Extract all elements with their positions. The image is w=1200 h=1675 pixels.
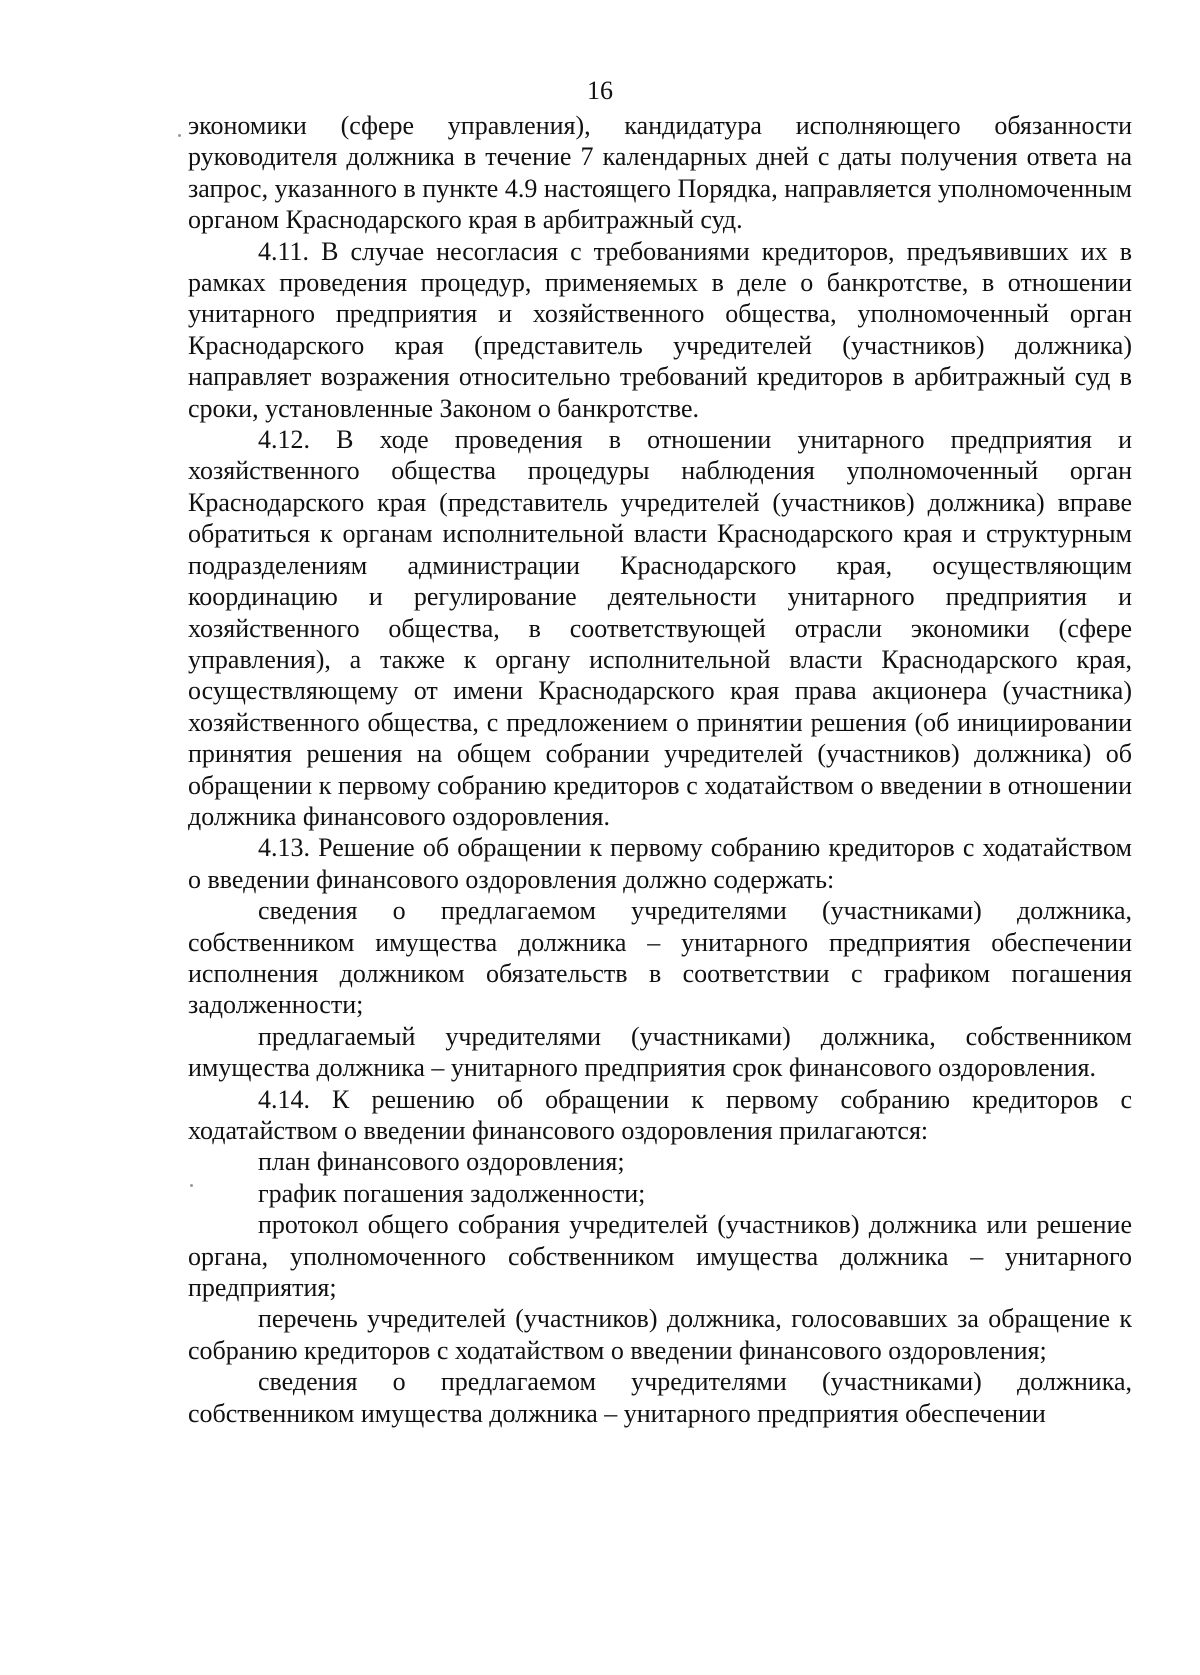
paragraph-4-12: 4.12. В ходе проведения в отношении унитарного предприятия и хозяйственного общества процедуры наблюдения уполномоченный орган Краснодарского края (представитель учредителей (участников) должника) вправе обратиться к органам исполнительной власти Краснодарского края и структурным подразделениям администрации Краснодарского края, осуществляющим координацию и регулирование деятельности унитарного предприятия и хозяйственного общества, в соответствующей отрасли экономики (сфере управления), а также к органу исполнительной власти Краснодарского края, осуществляющему от имени Краснодарского края права акционера (участника) хозяйственного общества, с предложением о принятии решения (об инициировании принятия решения на общем собрании учредителей (участников) должника) об обращении к первому собранию кредиторов с ходатайством о введении в отношении должника финансового оздоровления. [188, 425, 1132, 831]
paragraph-continuation: экономики (сфере управления), кандидатура исполняющего обязанности руководителя должника в течение 7 календарных дней с даты получения ответа на запрос, указанного в пункте 4.9 настоящего Порядка, направляется уполномоченным органом Краснодарского края в арбитражный суд. [188, 111, 1132, 235]
paragraph-4-11: 4.11. В случае несогласия с требованиями кредиторов, предъявивших их в рамках проведения процедур, применяемых в деле о банкротстве, в отношении унитарного предприятия и хозяйственного общества, уполномоченный орган Краснодарского края (представитель учредителей (участников) должника) направляет возражения относительно требований кредиторов в арбитражный суд в сроки, установленные Законом о банкротстве. [188, 236, 1132, 423]
document-body [188, 110, 1132, 1429]
list-item-meeting-protocol: протокол общего собрания учредителей (участников) должника или решение органа, уполномоченного собственником имущества должника – унитарного предприятия; [188, 1210, 1132, 1303]
paragraph-4-13: 4.13. Решение об обращении к первому собранию кредиторов с ходатайством о введении финансового оздоровления должно содержать: [188, 833, 1132, 894]
list-item-guarantee-info: сведения о предлагаемом учредителями (участниками) должника, собственником имущества должника – унитарного предприятия обеспечении исполнения должником обязательств в соответствии с графиком погашения задолженности; [188, 896, 1132, 1020]
list-item-debt-schedule: график погашения задолженности; [258, 1178, 646, 1208]
list-item-guarantee-info-2: сведения о предлагаемом учредителями (участниками) должника, собственником имущества должника – унитарного предприятия обеспечении [188, 1367, 1132, 1428]
scan-speck [190, 1184, 193, 1187]
paragraph-4-14: 4.14. К решению об обращении к первому собранию кредиторов с ходатайством о введении финансового оздоровления прилагаются: [188, 1084, 1132, 1145]
list-item-voters-list: перечень учредителей (участников) должника, голосовавших за обращение к собранию кредиторов с ходатайством о введении финансового оздоровления; [188, 1304, 1132, 1365]
scan-speck [178, 134, 181, 137]
page-number: 16 [587, 76, 613, 105]
list-item-recovery-plan: план финансового оздоровления; [258, 1147, 625, 1177]
list-item-recovery-term: предлагаемый учредителями (участниками) должника, собственником имущества должника – унитарного предприятия срок финансового оздоровления. [188, 1021, 1132, 1083]
